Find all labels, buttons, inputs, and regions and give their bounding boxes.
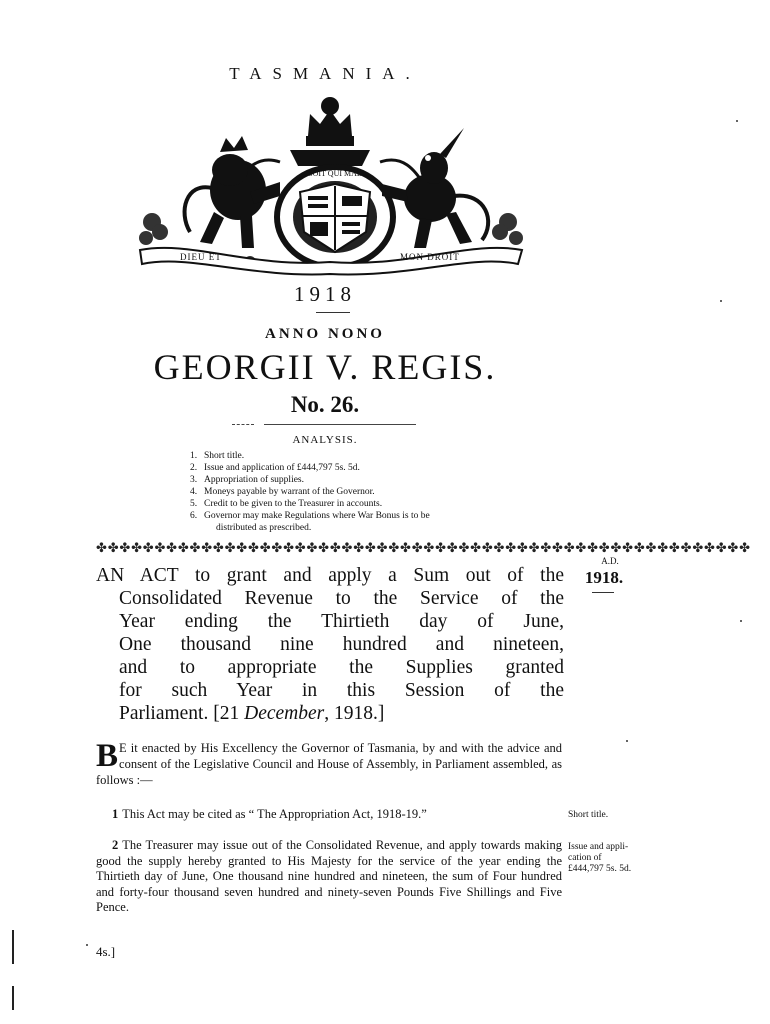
scan-speck	[740, 620, 742, 622]
svg-text:DIEU ET: DIEU ET	[180, 252, 222, 262]
item-number: 6.	[190, 511, 198, 521]
title-line: and to appropriate the Supplies granted	[119, 657, 564, 678]
item-text: Credit to be given to the Treasurer in accounts.	[204, 499, 383, 509]
section-number: 2	[112, 838, 119, 852]
enacting-clause	[96, 740, 562, 788]
divider	[264, 424, 416, 425]
scan-speck	[736, 120, 738, 122]
scan-speck	[86, 944, 88, 946]
item-text: Issue and application of £444,797 5s. 5d.	[204, 463, 360, 473]
item-text: Governor may make Regulations where War Bonus is to be	[204, 511, 430, 521]
margin-note-line: £444,797 5s. 5d.	[568, 864, 632, 874]
list-item	[190, 474, 560, 486]
analysis-list	[190, 450, 560, 534]
title-line: Parliament.	[119, 703, 209, 724]
ad-label: A.D.	[601, 556, 619, 566]
coat-of-arms-icon	[130, 92, 530, 276]
margin-note-line: Issue and appli-	[568, 842, 629, 852]
divider	[592, 592, 614, 593]
list-item	[190, 498, 560, 510]
divider	[232, 424, 254, 426]
scan-mark	[12, 986, 14, 1010]
act-number: No. 26.	[290, 392, 360, 417]
list-item	[190, 510, 560, 522]
section-2	[96, 838, 562, 916]
enacting-text: E it enacted by His Excellency the Governor of Tasmania, by and with the advice and consent of the Legislative Council and House of Assembly, in Parliament assembled, as follows :—	[96, 741, 562, 787]
section-text: This Act may be cited as “ The Appropriation Act, 1918-19.”	[122, 807, 427, 821]
svg-text:SOIT QUI MAL: SOIT QUI MAL	[308, 169, 362, 178]
scan-speck	[720, 300, 722, 302]
item-number: 4.	[190, 487, 198, 497]
assent-date	[213, 703, 384, 724]
ad-year: 1918.	[584, 568, 624, 587]
item-number: 3.	[190, 475, 198, 485]
date-prefix: [21	[213, 703, 245, 724]
title-line: Year ending the Thirtieth day of June,	[119, 611, 564, 632]
margin-note-line: cation of	[568, 853, 602, 863]
scan-speck	[626, 740, 628, 742]
item-text: Short title.	[204, 451, 245, 461]
year-heading: 1918	[294, 282, 356, 306]
item-continuation: distributed as prescribed.	[216, 523, 312, 533]
title-last-line	[96, 702, 564, 725]
date-month: December	[244, 703, 325, 724]
date-suffix: , 1918.]	[324, 703, 385, 724]
item-text: Moneys payable by warrant of the Governor.	[204, 487, 375, 497]
margin-note	[568, 842, 678, 875]
anno-heading: ANNO NONO	[265, 326, 385, 342]
regis-heading: GEORGII V. REGIS.	[153, 347, 497, 387]
title-line: Consolidated Revenue to the Service of the	[119, 588, 564, 609]
state-heading: TASMANIA.	[229, 64, 421, 83]
list-item	[190, 462, 560, 474]
item-number: 1.	[190, 451, 198, 461]
drop-cap: B	[96, 738, 119, 774]
section-number: 1	[112, 807, 119, 821]
section-text: The Treasurer may issue out of the Consolidated Revenue, and apply towards making good the supply hereby granted to His Majesty for the service of the year ending the Thirtieth day of June, One thousand nine hundred and nineteen, the sum of Four hundred and forty-four thousand seven hundred and ninety-seven Pounds Five Shillings and Five Pence.	[96, 838, 562, 914]
title-line: for such Year in this Session of the	[119, 680, 564, 701]
item-number: 2.	[190, 463, 198, 473]
title-line: AN ACT to grant and apply a Sum out of the	[96, 565, 564, 586]
svg-text:MON DROIT: MON DROIT	[400, 252, 460, 262]
list-item	[190, 450, 560, 462]
margin-note: Short title.	[568, 810, 609, 820]
section-1	[96, 806, 562, 822]
divider	[316, 312, 350, 313]
ornamental-rule: ✤✤✤✤✤✤✤✤✤✤✤✤✤✤✤✤✤✤✤✤✤✤✤✤✤✤✤✤✤✤✤✤✤✤✤✤✤✤✤✤✤✤✤✤✤✤✤✤✤✤✤✤✤✤✤✤	[96, 540, 751, 555]
price-footer: 4s.]	[96, 944, 116, 959]
scan-mark	[12, 930, 14, 964]
analysis-title: ANALYSIS.	[292, 434, 358, 446]
title-line: One thousand nine hundred and nineteen,	[119, 634, 564, 655]
act-long-title	[96, 564, 564, 725]
item-text: Appropriation of supplies.	[204, 475, 305, 485]
item-number: 5.	[190, 499, 198, 509]
list-item	[190, 486, 560, 498]
